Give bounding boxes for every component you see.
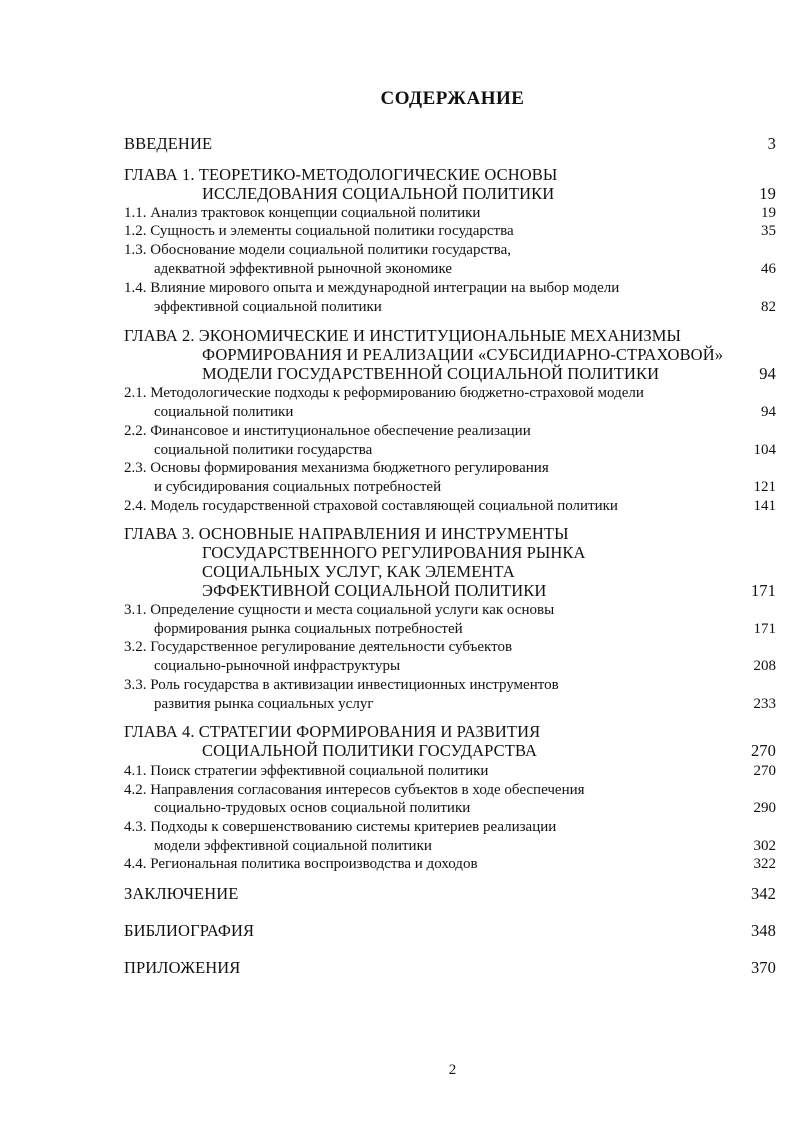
toc-chapter-4[interactable]: [124, 723, 776, 741]
toc-page-number: 208: [753, 658, 776, 674]
toc-section-4-3-cont[interactable]: [124, 837, 776, 855]
section-title: модели эффективной социальной политики: [154, 838, 432, 854]
toc-page-number: 171: [750, 581, 776, 600]
toc-section-2-2[interactable]: [124, 422, 776, 440]
toc-page-number: 342: [750, 884, 776, 903]
page-title: СОДЕРЖАНИЕ: [380, 88, 525, 109]
toc-page-number: 270: [750, 741, 776, 760]
toc-page-number: 121: [753, 479, 776, 495]
toc-page-number: 3: [767, 134, 776, 153]
toc-chapter-3[interactable]: [124, 525, 776, 543]
toc-entry-label: ЗАКЛЮЧЕНИЕ: [124, 884, 239, 903]
section-title: 1.1. Анализ трактовок концепции социальной политики: [124, 205, 481, 221]
section-title: социально-трудовых основ социальной политики: [154, 800, 471, 816]
toc-section-1-3-cont[interactable]: [124, 260, 776, 278]
toc-section-4-4[interactable]: [124, 855, 776, 873]
toc-section-4-1[interactable]: [124, 762, 776, 780]
toc-chapter-2-cont[interactable]: [124, 365, 776, 383]
toc-page-number: 94: [761, 404, 776, 420]
toc-entry-label: ВВЕДЕНИЕ: [124, 134, 213, 153]
toc-entry-conclusion[interactable]: [124, 885, 776, 903]
section-title: 1.3. Обоснование модели социальной политики государства,: [124, 242, 511, 258]
toc-page-number: 370: [750, 958, 776, 977]
chapter-title-line: ГЛАВА 2. ЭКОНОМИЧЕСКИЕ И ИНСТИТУЦИОНАЛЬНЫЕ МЕХАНИЗМЫ: [124, 326, 681, 345]
chapter-title-line: ГОСУДАРСТВЕННОГО РЕГУЛИРОВАНИЯ РЫНКА: [202, 543, 586, 562]
toc-chapter-3-cont[interactable]: [124, 544, 776, 562]
page-number: 2: [448, 1062, 457, 1078]
section-title: социальной политики государства: [154, 442, 373, 458]
toc-section-3-2[interactable]: [124, 638, 776, 656]
chapter-title-line: СОЦИАЛЬНОЙ ПОЛИТИКИ ГОСУДАРСТВА: [202, 741, 538, 760]
toc-section-1-3[interactable]: [124, 241, 776, 259]
toc-page-number: 19: [761, 205, 776, 221]
section-title: эффективной социальной политики: [154, 299, 382, 315]
toc-chapter-2-cont[interactable]: [124, 346, 776, 364]
toc-entry-bibliography[interactable]: [124, 922, 776, 940]
toc-page-number: 302: [753, 838, 776, 854]
section-title: адекватной эффективной рыночной экономике: [154, 261, 453, 277]
section-title: 4.3. Подходы к совершенствованию системы критериев реализации: [124, 819, 557, 835]
toc-section-4-2-cont[interactable]: [124, 799, 776, 817]
toc-chapter-2[interactable]: [124, 327, 776, 345]
section-title: 3.3. Роль государства в активизации инвестиционных инструментов: [124, 677, 559, 693]
toc-page-number: 104: [753, 442, 776, 458]
section-title: 3.1. Определение сущности и места социальной услуги как основы: [124, 602, 555, 618]
chapter-title-line: СОЦИАЛЬНЫХ УСЛУГ, КАК ЭЛЕМЕНТА: [202, 562, 515, 581]
chapter-title-line: МОДЕЛИ ГОСУДАРСТВЕННОЙ СОЦИАЛЬНОЙ ПОЛИТИКИ: [202, 364, 660, 383]
toc-page-number: 348: [750, 921, 776, 940]
toc-section-2-3[interactable]: [124, 459, 776, 477]
section-title: развития рынка социальных услуг: [154, 696, 374, 712]
toc-section-3-1-cont[interactable]: [124, 620, 776, 638]
section-title: 4.2. Направления согласования интересов субъектов в ходе обеспечения: [124, 782, 585, 798]
toc-page-number: 290: [753, 800, 776, 816]
section-title: 2.3. Основы формирования механизма бюджетного регулирования: [124, 460, 549, 476]
toc-section-1-2[interactable]: [124, 222, 776, 240]
chapter-title-line: ГЛАВА 1. ТЕОРЕТИКО-МЕТОДОЛОГИЧЕСКИЕ ОСНОВЫ: [124, 165, 558, 184]
toc-page-number: 233: [753, 696, 776, 712]
section-title: 3.2. Государственное регулирование деятельности субъектов: [124, 639, 513, 655]
toc-page-number: 19: [759, 184, 776, 203]
toc-chapter-1[interactable]: [124, 166, 776, 184]
toc-page-number: 270: [753, 763, 776, 779]
toc-chapter-1-cont[interactable]: [124, 185, 776, 203]
toc-section-2-4[interactable]: [124, 497, 776, 515]
toc-section-3-1[interactable]: [124, 601, 776, 619]
section-title: 1.2. Сущность и элементы социальной политики государства: [124, 223, 514, 239]
toc-section-2-2-cont[interactable]: [124, 441, 776, 459]
section-title: 2.2. Финансовое и институциональное обеспечение реализации: [124, 423, 531, 439]
chapter-title-line: ИССЛЕДОВАНИЯ СОЦИАЛЬНОЙ ПОЛИТИКИ: [202, 184, 555, 203]
toc-chapter-3-cont[interactable]: [124, 582, 776, 600]
toc-chapter-3-cont[interactable]: [124, 563, 776, 581]
section-title: социально-рыночной инфраструктуры: [154, 658, 401, 674]
toc-section-1-1[interactable]: [124, 204, 776, 222]
toc-section-3-3[interactable]: [124, 676, 776, 694]
toc-page-number: 322: [753, 856, 776, 872]
section-title: социальной политики: [154, 404, 294, 420]
toc-entry-appendix[interactable]: [124, 959, 776, 977]
section-title: 2.1. Методологические подходы к реформированию бюджетно-страховой модели: [124, 385, 644, 401]
chapter-title-line: ФОРМИРОВАНИЯ И РЕАЛИЗАЦИИ «СУБСИДИАРНО-СТРАХОВОЙ»: [202, 345, 724, 364]
section-title: 4.4. Региональная политика воспроизводства и доходов: [124, 856, 478, 872]
toc-page-number: 82: [761, 299, 776, 315]
toc-section-2-1[interactable]: [124, 384, 776, 402]
toc-page-number: 171: [753, 621, 776, 637]
toc-section-2-1-cont[interactable]: [124, 403, 776, 421]
chapter-title-line: ГЛАВА 4. СТРАТЕГИИ ФОРМИРОВАНИЯ И РАЗВИТИЯ: [124, 722, 541, 741]
toc-section-4-3[interactable]: [124, 818, 776, 836]
section-title: 4.1. Поиск стратегии эффективной социальной политики: [124, 763, 489, 779]
section-title: и субсидирования социальных потребностей: [154, 479, 442, 495]
toc-section-2-3-cont[interactable]: [124, 478, 776, 496]
toc-chapter-4-cont[interactable]: [124, 742, 776, 760]
toc-section-3-3-cont[interactable]: [124, 695, 776, 713]
section-title: формирования рынка социальных потребностей: [154, 621, 463, 637]
chapter-title-line: ГЛАВА 3. ОСНОВНЫЕ НАПРАВЛЕНИЯ И ИНСТРУМЕНТЫ: [124, 524, 569, 543]
chapter-title-line: ЭФФЕКТИВНОЙ СОЦИАЛЬНОЙ ПОЛИТИКИ: [202, 581, 547, 600]
section-title: 1.4. Влияние мирового опыта и международной интеграции на выбор модели: [124, 280, 620, 296]
toc-section-4-2[interactable]: [124, 781, 776, 799]
toc-entry-introduction[interactable]: [124, 135, 776, 153]
toc-section-1-4[interactable]: [124, 279, 776, 297]
toc-entry-label: БИБЛИОГРАФИЯ: [124, 921, 255, 940]
toc-page-number: 46: [761, 261, 776, 277]
section-title: 2.4. Модель государственной страховой составляющей социальной политики: [124, 498, 618, 514]
toc-section-1-4-cont[interactable]: [124, 298, 776, 316]
toc-page-number: 94: [759, 364, 776, 383]
toc-page-number: 35: [761, 223, 776, 239]
toc-section-3-2-cont[interactable]: [124, 657, 776, 675]
toc-page-number: 141: [753, 498, 776, 514]
toc-entry-label: ПРИЛОЖЕНИЯ: [124, 958, 241, 977]
